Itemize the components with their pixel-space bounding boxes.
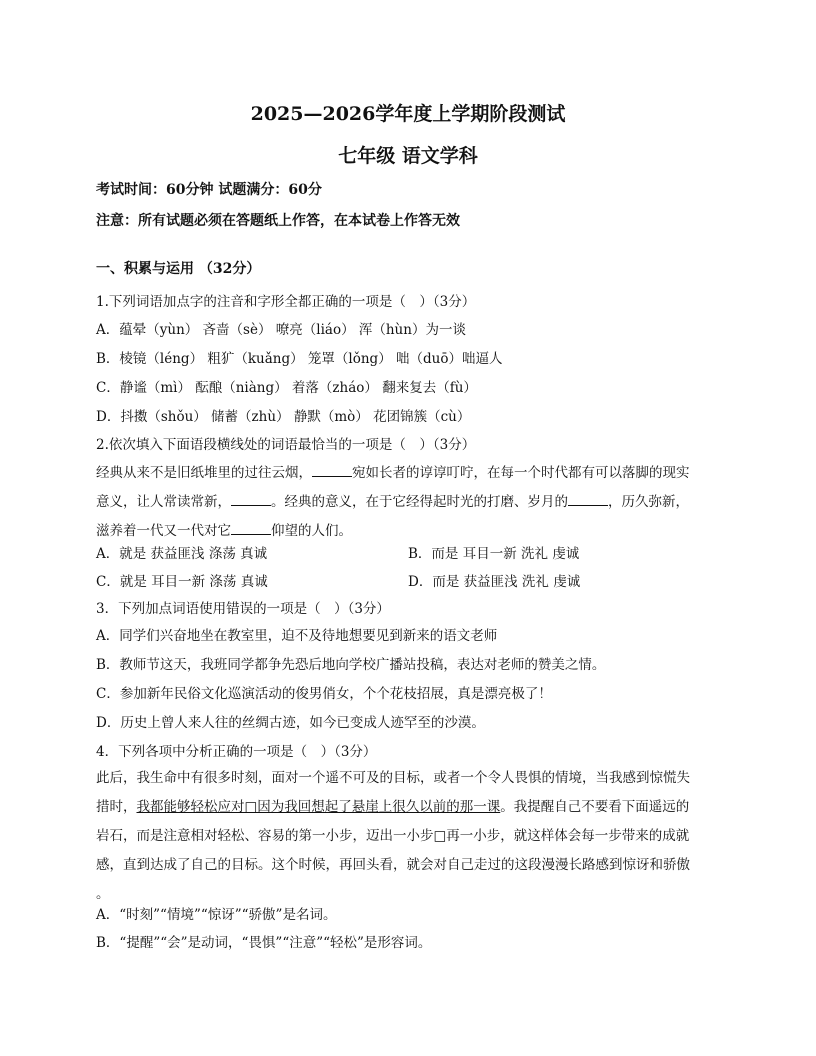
q2-option-b: B．而是 耳目一新 洗礼 虔诚 <box>408 546 580 562</box>
q2-passage-line <box>96 459 724 488</box>
q2-stem: 2.依次填入下面语段横线处的词语最恰当的一项是（ ）（3分） <box>96 437 476 453</box>
q4-passage-line: 。 <box>96 886 110 902</box>
q4-underlined-sentence: 我都能够轻松应对□因为我回想起了悬崖上很久以前的那一课 <box>136 799 501 815</box>
q2-text: 意义，让人常读常新， <box>96 494 231 510</box>
q2-option-d: D．而是 获益匪浅 洗礼 虔诚 <box>408 574 581 590</box>
exam-time-score: 考试时间：60分钟 试题满分：60分 <box>96 182 322 198</box>
q4-stem: 4．下列各项中分析正确的一项是（ ）（3分） <box>96 744 377 760</box>
q3-option-c: C．参加新年民俗文化巡演活动的俊男俏女，个个花枝招展，真是漂亮极了！ <box>96 686 552 702</box>
q1-option-b: B．棱镜（léng） 粗犷（kuǎng） 笼罩（lǒng） 咄（duō）咄逼人 <box>96 351 503 367</box>
q2-passage-line <box>96 517 724 546</box>
q2-blank-1 <box>312 462 352 477</box>
q4-option-a: A．“时刻”“情境”“惊讶”“骄傲”是名词。 <box>96 907 337 923</box>
q2-passage-line <box>96 488 724 517</box>
q2-text: 。经典的意义，在于它经得起时光的打磨、岁月的 <box>271 494 568 510</box>
q3-stem: 3．下列加点词语使用错误的一项是（ ）（3分） <box>96 601 390 617</box>
q4-passage <box>96 764 724 909</box>
q2-text: ，历久弥新， <box>608 494 689 510</box>
q2-passage <box>96 459 724 546</box>
q2-text: 仰望的人们。 <box>271 523 352 539</box>
q2-blank-4 <box>231 520 271 535</box>
section-heading-1: 一、积累与运用 （32分） <box>96 261 261 277</box>
q2-option-a: A．就是 获益匪浅 涤荡 真诚 <box>96 546 268 562</box>
exam-title: 2025—2026学年度上学期阶段测试 <box>250 103 566 125</box>
q3-option-a: A．同学们兴奋地坐在教室里，迫不及待地想要见到新来的语文老师 <box>96 628 498 644</box>
q1-option-c: C．静谧（mì） 酝酿（niàng） 着落（zháo） 翻来复去（fù） <box>96 380 477 396</box>
q2-text: 宛如长者的谆谆叮咛，在每一个时代都有可以落脚的现实 <box>352 465 690 481</box>
q2-blank-2 <box>231 491 271 506</box>
q2-text: 滋养着一代又一代对它 <box>96 523 231 539</box>
exam-subtitle: 七年级 语文学科 <box>338 145 478 167</box>
q3-option-b: B．教师节这天，我班同学都争先恐后地向学校广播站投稿，表达对老师的赞美之情。 <box>96 657 606 673</box>
q4-passage-line: 感，直到达成了自己的目标。这个时候，再回头看，就会对自己走过的这段漫漫长路感到惊讶和骄傲 <box>96 857 690 873</box>
q4-passage-line: 此后，我生命中有很多时刻，面对一个遥不可及的目标，或者一个令人畏惧的情境，当我感到惊慌失 <box>96 770 690 786</box>
q4-text: 措时， <box>96 799 137 815</box>
q4-text: 。我提醒自己不要看下面遥远的 <box>500 799 690 815</box>
q2-text: 经典从来不是旧纸堆里的过往云烟， <box>96 465 312 481</box>
q1-option-a: A．蕴晕（yùn） 吝啬（sè） 嘹亮（liáo） 浑（hùn）为一谈 <box>96 322 466 338</box>
q2-option-c: C．就是 耳目一新 涤荡 真诚 <box>96 574 268 590</box>
q4-passage-line: 岩石，而是注意相对轻松、容易的第一小步，迈出一小步□再一小步，就这样体会每一步带来的成就 <box>96 828 690 844</box>
q1-option-d: D．抖擞（shǒu） 储蓄（zhù） 静默（mò） 花团锦簇（cù） <box>96 409 471 425</box>
exam-notice: 注意：所有试题必须在答题纸上作答，在本试卷上作答无效 <box>96 213 460 229</box>
q3-option-d: D．历史上曾人来人往的丝绸古迹，如今已变成人迹罕至的沙漠。 <box>96 715 485 731</box>
q2-blank-3 <box>568 491 608 506</box>
q1-stem: 1.下列词语加点字的注音和字形全都正确的一项是（ ）（3分） <box>96 294 476 310</box>
q4-passage-line <box>96 793 724 822</box>
q4-option-b: B．“提醒”“会”是动词，“畏惧”“注意”“轻松”是形容词。 <box>96 935 432 951</box>
